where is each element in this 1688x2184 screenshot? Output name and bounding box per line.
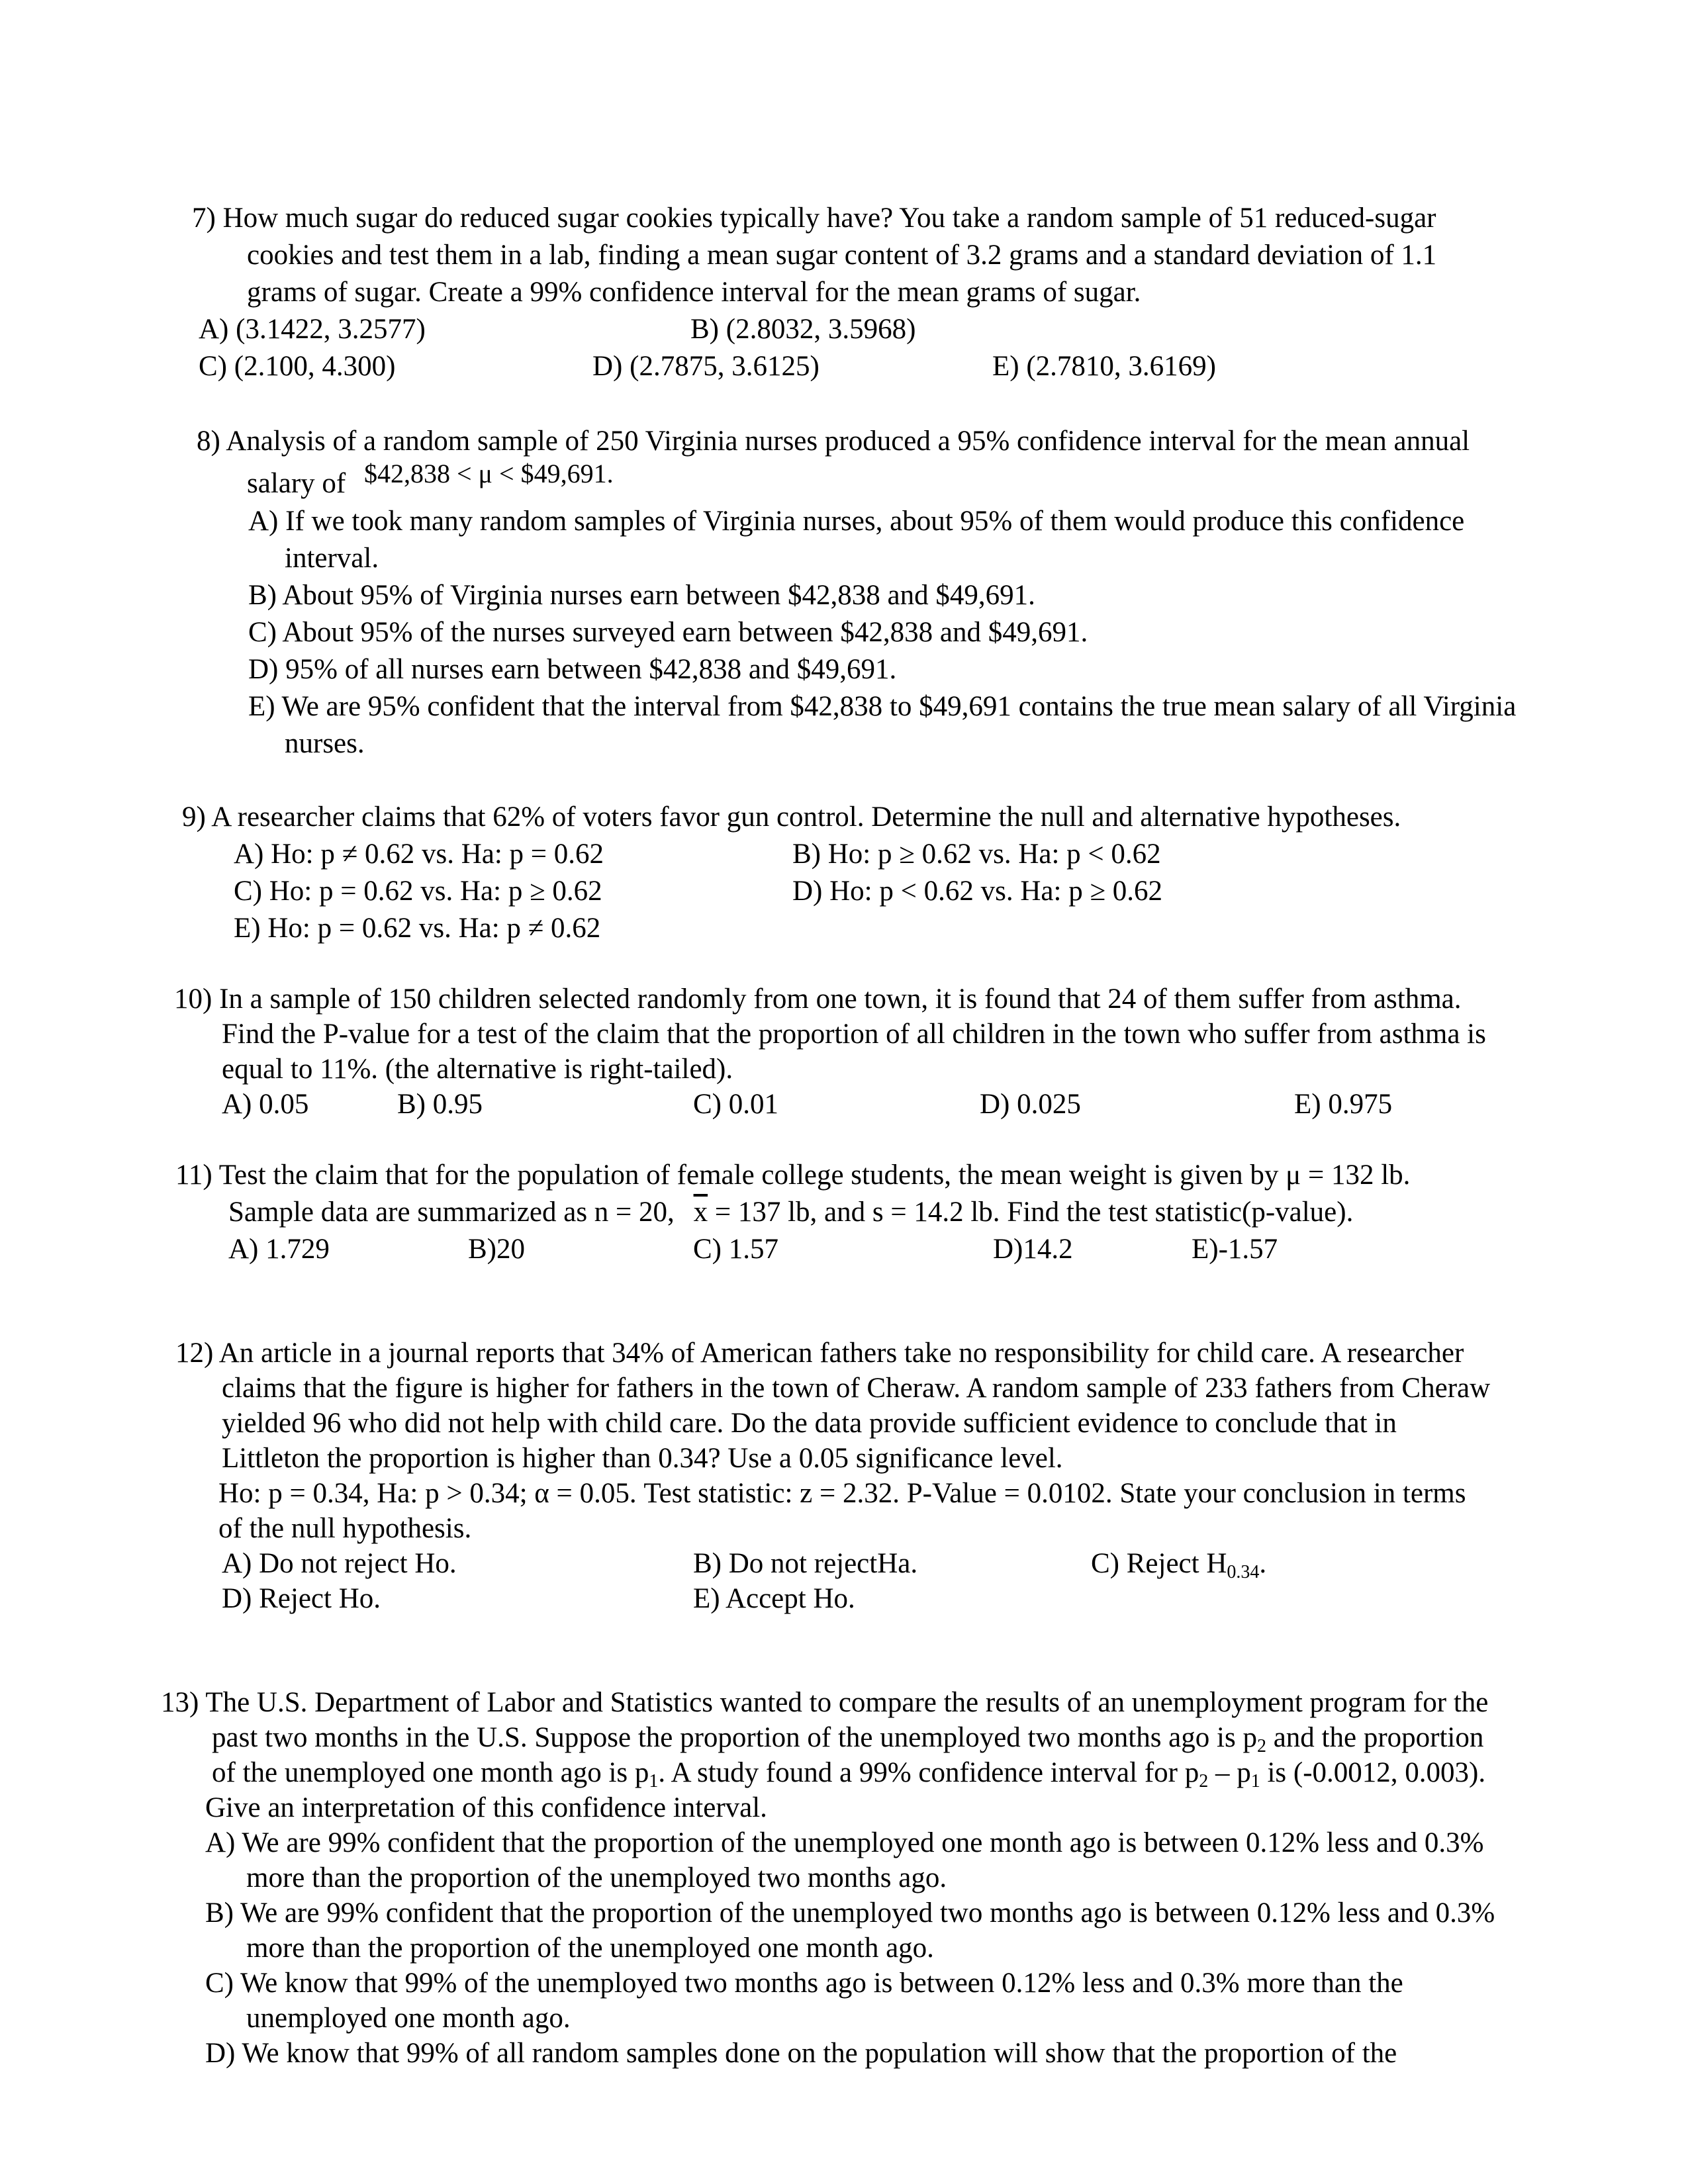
question-7-line-2: cookies and test them in a lab, finding a mean sugar content of 3.2 grams and a standard deviation of 1.1 — [247, 240, 1437, 271]
question-12-line-3: yielded 96 who did not help with child care. Do the data provide sufficient evidence to conclude that in — [222, 1408, 1397, 1439]
option-8d: D) 95% of all nurses earn between $42,838 and $49,691. — [248, 654, 897, 685]
salary-interval: $42,838 < μ < $49,691. — [364, 459, 614, 488]
question-11-line-2: Sample data are summarized as n = 20, $\overline{x} = 137$ lb, and s = 14.2 lb. Find the test statistic(p-value). — [228, 1197, 1354, 1228]
option-13a-line-2: more than the proportion of the unemployed two months ago. — [246, 1862, 947, 1893]
option-9b: B) Ho: p ≥ 0.62 vs. Ha: p < 0.62 — [792, 839, 1161, 870]
question-13-line-4: Give an interpretation of this confidence interval. — [205, 1792, 767, 1823]
question-13-number: 13) — [161, 1687, 199, 1718]
option-13c-line-2: unemployed one month ago. — [246, 2003, 571, 2034]
option-10a: A) 0.05 — [222, 1089, 309, 1120]
option-12d: D) Reject Ho. — [222, 1583, 381, 1614]
question-10-number: 10) — [174, 983, 212, 1015]
question-10-line-3: equal to 11%. (the alternative is right-tailed). — [222, 1054, 733, 1085]
question-10-line-2: Find the P-value for a test of the claim that the proportion of all children in the town who suffer from asthma is — [222, 1019, 1486, 1050]
option-7d: D) (2.7875, 3.6125) — [592, 351, 820, 382]
option-8a-line-1: A) If we took many random samples of Virginia nurses, about 95% of them would produce this confidence — [248, 506, 1465, 537]
question-13-line-1: 13) The U.S. Department of Labor and Statistics wanted to compare the results of an unemployment program for the — [161, 1687, 1489, 1718]
question-12-line-1: 12) An article in a journal reports that 34% of American fathers take no responsibility for child care. A researcher — [175, 1338, 1464, 1369]
question-12-line-5: Ho: p = 0.34, Ha: p > 0.34; α = 0.05. Test statistic: z = 2.32. P-Value = 0.0102. State your conclusion in terms — [218, 1478, 1466, 1509]
option-8e-line-2: nurses. — [285, 728, 365, 759]
option-11d: D)14.2 — [993, 1234, 1073, 1265]
option-9c: C) Ho: p = 0.62 vs. Ha: p ≥ 0.62 — [234, 876, 602, 907]
option-7c: C) (2.100, 4.300) — [199, 351, 396, 382]
question-13-line-3: of the unemployed one month ago is $p_1$. A study found a 99% confidence interval for $p_2 - p_1$ is (-0.0012, 0.003). — [212, 1757, 1486, 1792]
option-10c: C) 0.01 — [693, 1089, 778, 1120]
question-12-line-4: Littleton the proportion is higher than 0.34? Use a 0.05 significance level. — [222, 1443, 1063, 1474]
option-9a: A) Ho: p ≠ 0.62 vs. Ha: p = 0.62 — [234, 839, 604, 870]
option-8a-line-2: interval. — [285, 543, 379, 574]
question-7-line-1: 7) How much sugar do reduced sugar cookies typically have? You take a random sample of 51 reduced-sugar — [192, 203, 1436, 234]
option-12b: B) Do not rejectHa. — [693, 1548, 918, 1579]
option-11c: C) 1.57 — [693, 1234, 778, 1265]
option-11b: B)20 — [468, 1234, 525, 1265]
question-8-number: 8) — [197, 426, 220, 457]
option-13d-line-1: D) We know that 99% of all random samples done on the population will show that the proportion of the — [205, 2038, 1397, 2069]
option-12a: A) Do not reject Ho. — [222, 1548, 457, 1579]
option-11a: A) 1.729 — [228, 1234, 330, 1265]
option-10b: B) 0.95 — [397, 1089, 483, 1120]
option-11e: E)-1.57 — [1192, 1234, 1278, 1265]
option-7b: B) (2.8032, 3.5968) — [690, 314, 916, 345]
question-12-line-2: claims that the figure is higher for fathers in the town of Cheraw. A random sample of 233 fathers from Cheraw — [222, 1373, 1491, 1404]
option-13b-line-1: B) We are 99% confident that the proportion of the unemployed two months ago is between 0.12% less and 0.3% — [205, 1897, 1495, 1929]
option-8c: C) About 95% of the nurses surveyed earn between $42,838 and $49,691. — [248, 617, 1088, 648]
option-10e: E) 0.975 — [1294, 1089, 1393, 1120]
question-12-line-6: of the null hypothesis. — [218, 1513, 472, 1544]
option-13c-line-1: C) We know that 99% of the unemployed two months ago is between 0.12% less and 0.3% more than the — [205, 1968, 1403, 1999]
option-9d: D) Ho: p < 0.62 vs. Ha: p ≥ 0.62 — [792, 876, 1163, 907]
question-11-number: 11) — [175, 1160, 212, 1191]
option-12e: E) Accept Ho. — [693, 1583, 855, 1614]
question-11-line-1: 11) Test the claim that for the population of female college students, the mean weight is given by μ = 132 lb. — [175, 1160, 1411, 1191]
question-9-number: 9) — [182, 801, 206, 833]
question-9-line-1: 9) A researcher claims that 62% of voters favor gun control. Determine the null and alternative hypotheses. — [182, 801, 1401, 833]
question-12-number: 12) — [175, 1338, 214, 1369]
question-13-line-2: past two months in the U.S. Suppose the proportion of the unemployed two months ago is $p_2$ and the proportion — [212, 1722, 1484, 1756]
option-13a-line-1: A) We are 99% confident that the proportion of the unemployed one month ago is between 0.12% less and 0.3% — [205, 1827, 1484, 1858]
option-8e-line-1: E) We are 95% confident that the interval from $42,838 to $49,691 contains the true mean salary of all Virginia — [248, 691, 1517, 722]
question-8-line-2: salary of — [247, 468, 346, 499]
option-9e: E) Ho: p = 0.62 vs. Ha: p ≠ 0.62 — [234, 913, 601, 944]
option-12c: C) Reject $H_{0.34}$. — [1091, 1548, 1267, 1582]
sample-mean-symbol: $\overline{x}$ — [693, 1197, 708, 1228]
option-10d: D) 0.025 — [980, 1089, 1081, 1120]
question-7-number: 7) — [192, 203, 216, 234]
question-7-line-3: grams of sugar. Create a 99% confidence interval for the mean grams of sugar. — [247, 277, 1141, 308]
question-10-line-1: 10) In a sample of 150 children selected randomly from one town, it is found that 24 of them suffer from asthma. — [174, 983, 1462, 1015]
option-7a: A) (3.1422, 3.2577) — [199, 314, 426, 345]
option-13b-line-2: more than the proportion of the unemployed one month ago. — [246, 1933, 934, 1964]
option-8b: B) About 95% of Virginia nurses earn between $42,838 and $49,691. — [248, 580, 1035, 611]
option-7e: E) (2.7810, 3.6169) — [992, 351, 1216, 382]
question-8-line-1: 8) Analysis of a random sample of 250 Virginia nurses produced a 95% confidence interval for the mean annual — [197, 426, 1470, 457]
